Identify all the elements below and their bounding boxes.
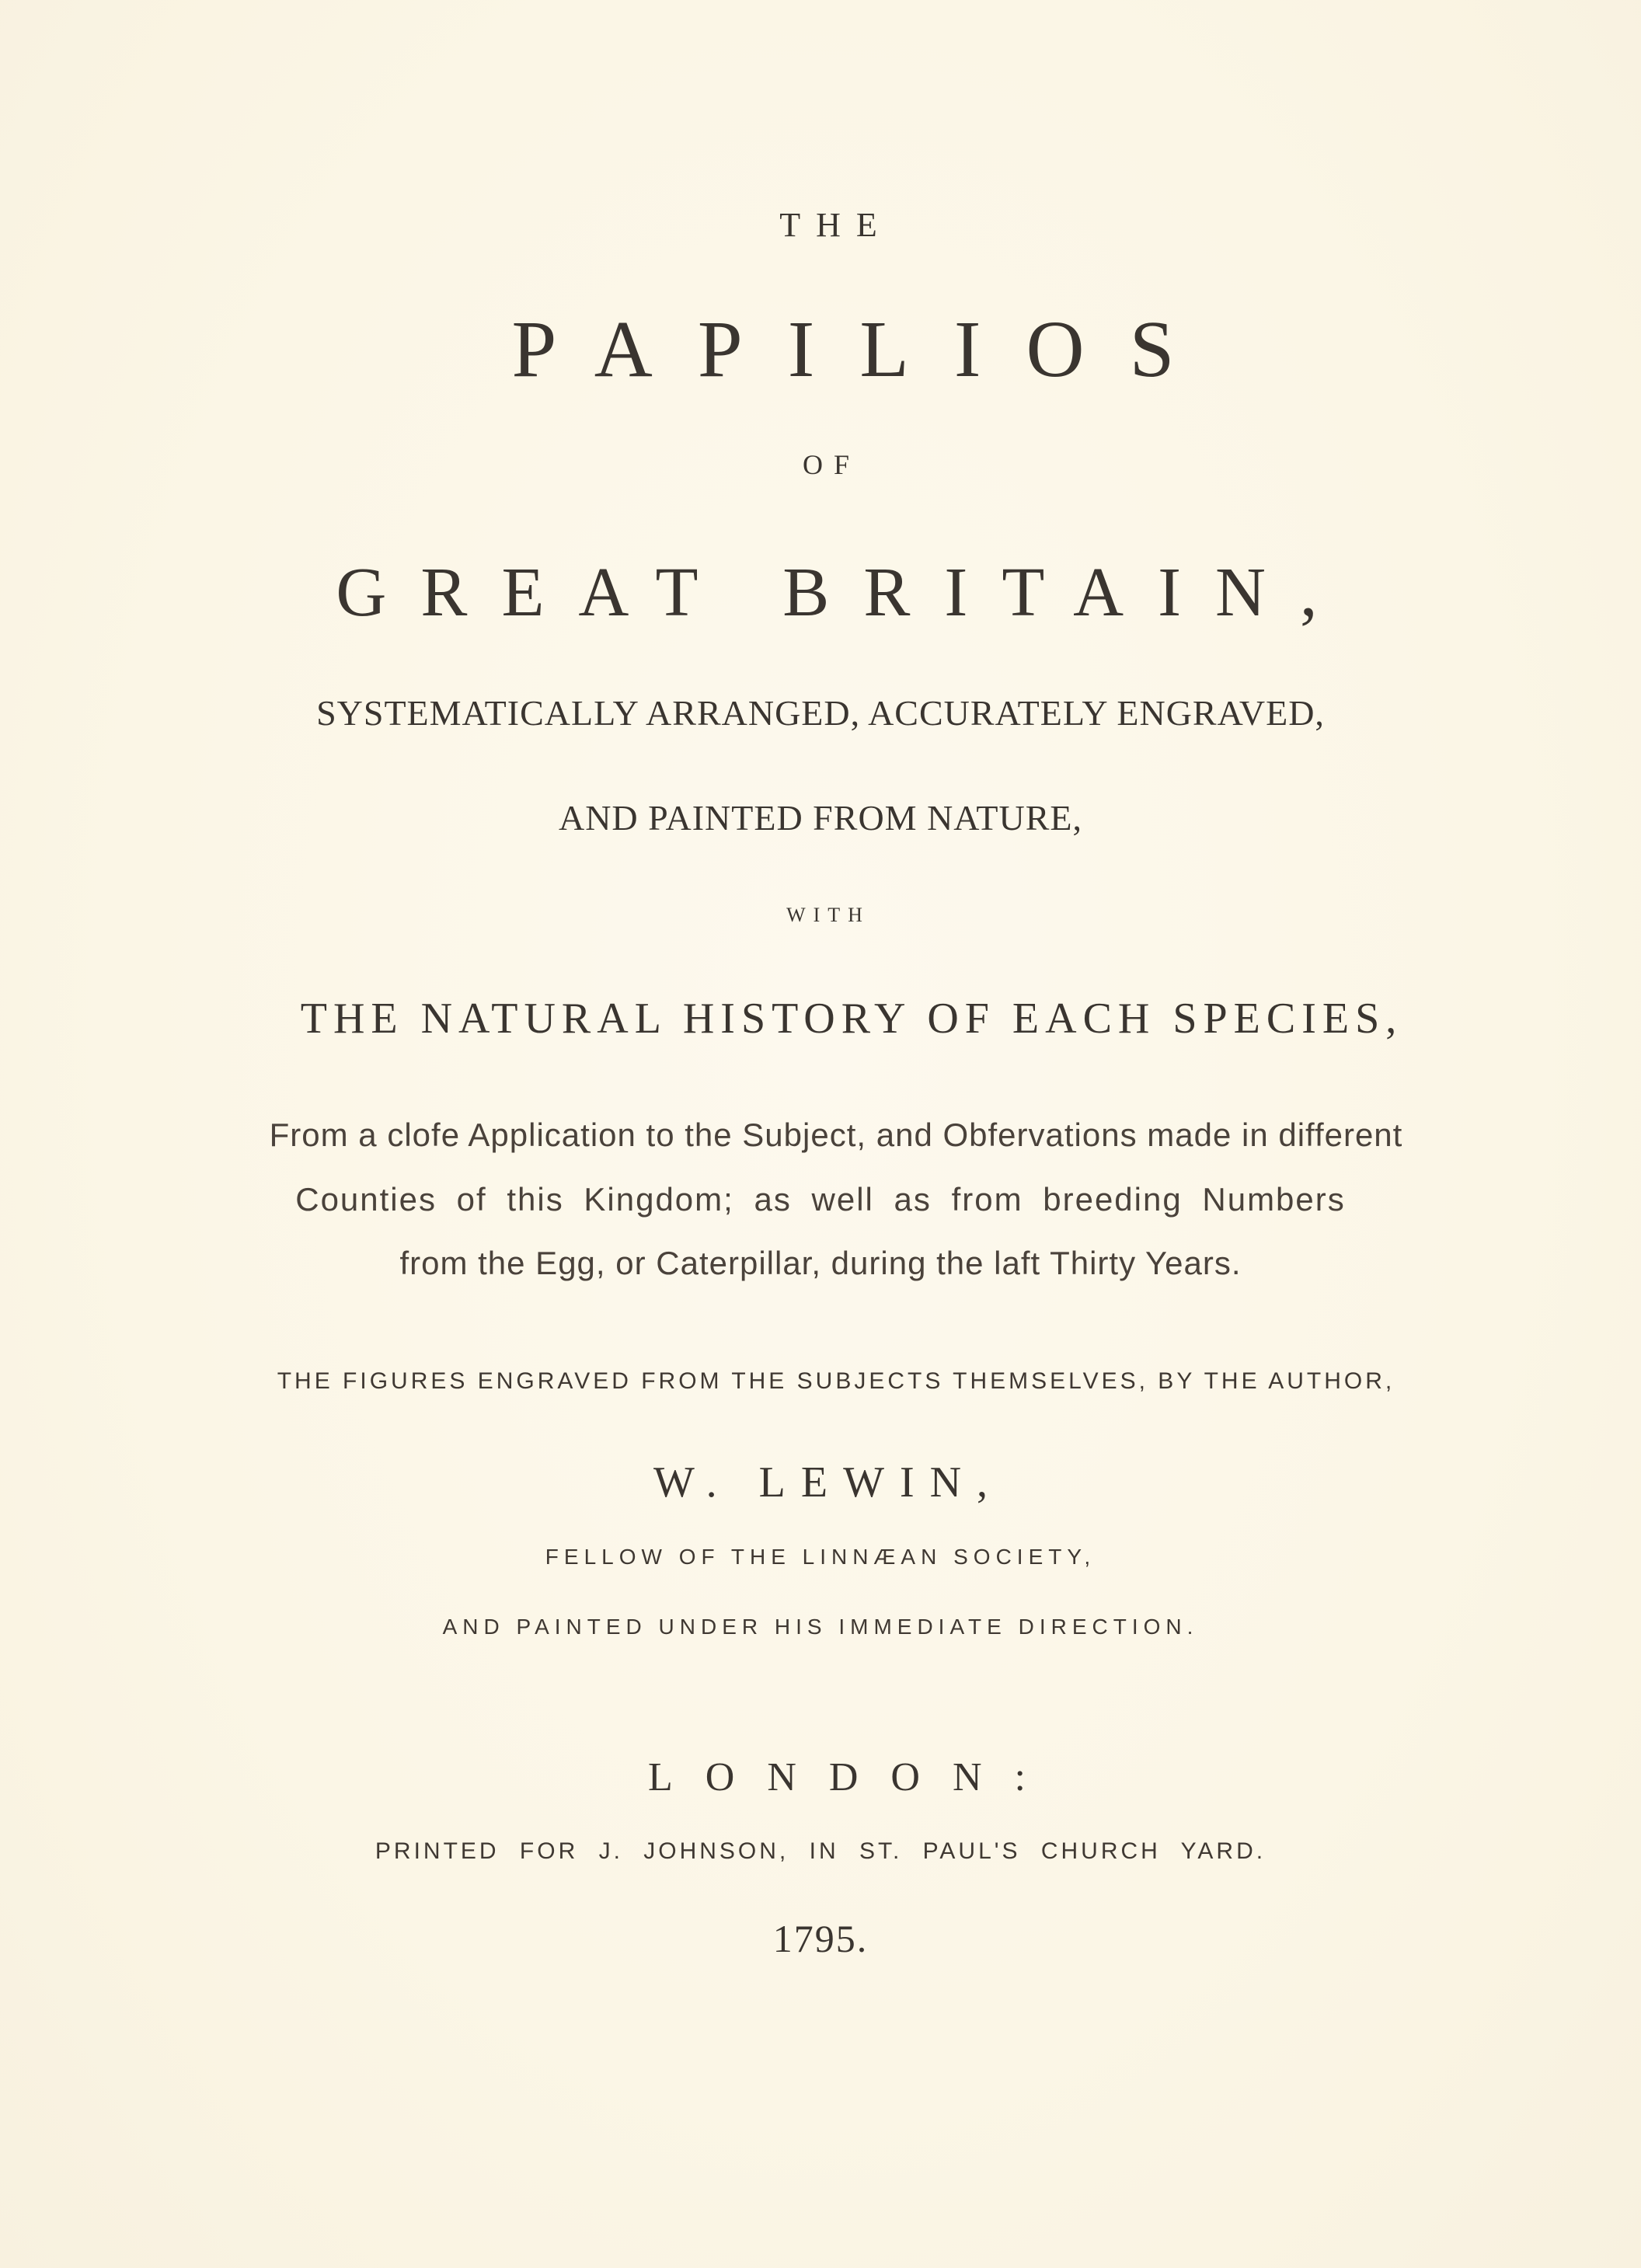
imprint-city: LONDON: bbox=[648, 1755, 1058, 1799]
title-place: GREAT BRITAIN, bbox=[336, 554, 1352, 631]
title-article: THE bbox=[779, 206, 893, 244]
subtitle-line-2: AND PAINTED FROM NATURE, bbox=[558, 798, 1083, 838]
natural-history-line: THE NATURAL HISTORY OF EACH SPECIES, bbox=[300, 995, 1403, 1043]
subtitle-with: WITH bbox=[786, 904, 870, 926]
description-line-3: from the Egg, or Caterpillar, during the laft Thirty Years. bbox=[399, 1245, 1242, 1281]
painted-under-line: AND PAINTED UNDER HIS IMMEDIATE DIRECTION. bbox=[442, 1615, 1199, 1639]
description-line-2: Counties of this Kingdom; as well as from breeding Numbers bbox=[295, 1181, 1346, 1218]
imprint-printer: PRINTED FOR J. JOHNSON, IN ST. PAUL'S CHURCH YARD. bbox=[375, 1838, 1266, 1864]
author-name: W. LEWIN, bbox=[653, 1458, 1004, 1507]
imprint-year: 1795. bbox=[772, 1917, 869, 1960]
author-fellowship: FELLOW OF THE LINNÆAN SOCIETY, bbox=[545, 1545, 1096, 1569]
figures-line: THE FIGURES ENGRAVED FROM THE SUBJECTS THEMSELVES, BY THE AUTHOR, bbox=[277, 1368, 1395, 1394]
main-title: PAPILIOS bbox=[511, 305, 1220, 394]
title-of: OF bbox=[802, 449, 861, 480]
description-line-1: From a clofe Application to the Subject, and Obfervations made in different bbox=[269, 1117, 1403, 1153]
subtitle-line-1: SYSTEMATICALLY ARRANGED, ACCURATELY ENGRAVED, bbox=[316, 693, 1325, 733]
